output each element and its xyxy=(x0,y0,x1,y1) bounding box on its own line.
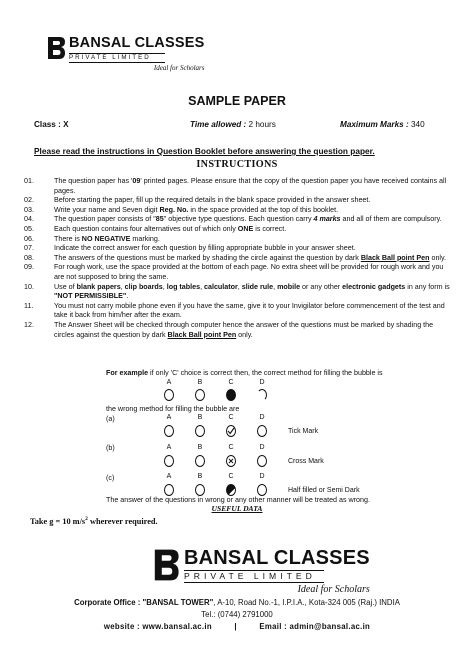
bubble-empty xyxy=(257,425,267,437)
bubble-empty xyxy=(164,455,174,467)
bubble-letter: A xyxy=(166,444,172,451)
bubble-letter: C xyxy=(228,444,234,451)
marks-info: Maximum Marks : 340 xyxy=(340,120,425,129)
footer-brand-tagline: Ideal for Scholars xyxy=(297,583,370,595)
instruction-item: 10. Use of blank papers, clip boards, log tables, calculator, slide rule, mobile or any other electronic gadgets in any form is "NOT PERMISSIBLE". xyxy=(24,282,450,301)
g-value-line: Take g = 10 $m/s^2$ wherever required. xyxy=(30,516,158,526)
bubble-empty xyxy=(164,425,174,437)
bansal-emblem-icon xyxy=(46,36,66,60)
class-info: Class : X xyxy=(34,120,69,129)
footer-brand-name: BANSAL CLASSES xyxy=(184,547,370,569)
instruction-item: 01. The question paper has '09' printed pages. Please ensure that the copy of the question paper you have received contains all pages. xyxy=(24,177,447,195)
example-closing: The answer of the questions in wrong or any other manner will be treated as wrong. xyxy=(106,496,370,504)
bubble-empty xyxy=(164,389,174,401)
bubble-letter: C xyxy=(228,379,234,386)
useful-data-heading: USEFUL DATA xyxy=(211,504,263,513)
bubble-tick xyxy=(226,425,236,437)
time-info: Time allowed : 2 hours xyxy=(190,120,276,129)
instructions-list xyxy=(24,177,454,340)
bubble-letter: C xyxy=(228,414,234,421)
instruction-item: 04. The question paper consists of "85" objective type questions. Each question carry 4 marks and all of them are compulsory. xyxy=(24,215,442,224)
bubble-letter: D xyxy=(259,379,265,386)
instruction-item: 02. Before starting the paper, fill up the required details in the blank space provided in the answer sheet. xyxy=(24,196,371,205)
bubble-letter: D xyxy=(259,473,265,480)
contact-line: website : www.bansal.ac.in | Email : admin@bansal.ac.in xyxy=(103,622,371,631)
bubble-cross xyxy=(226,455,236,467)
brand-name: BANSAL CLASSES xyxy=(69,35,205,51)
instruction-item: 05. Each question contains four alternatives out of which only ONE is correct. xyxy=(24,224,287,233)
bubble-letter: B xyxy=(197,414,203,421)
cross-icon xyxy=(227,456,235,466)
half-filled-label: Half filled or Semi Dark xyxy=(288,487,360,494)
bubble-letter: C xyxy=(228,473,234,480)
instruction-item: 07. Indicate the correct answer for each question by filling appropriate bubble in your answer sheet. xyxy=(24,244,356,253)
tick-icon xyxy=(227,426,235,436)
bubble-empty xyxy=(164,484,174,496)
bubble-partial xyxy=(257,389,267,401)
instruction-item: 12. The Answer Sheet will be checked through computer hence the answer of the questions must be marked by shading the circles against the question by dark Black Ball point Pen only. xyxy=(24,320,434,339)
bubble-filled xyxy=(226,389,236,401)
bansal-emblem-icon xyxy=(152,548,180,582)
email-link[interactable]: admin@bansal.ac.in xyxy=(289,622,371,631)
bubble-letter: A xyxy=(166,414,172,421)
bubble-empty xyxy=(257,455,267,467)
notice-text: Please read the instructions in Question Booklet before answering the question paper. xyxy=(34,146,375,156)
instruction-item: 08. The answers of the questions must be marked by shading the circle against the question by dark Black Ball point Pen only. xyxy=(24,253,447,262)
cross-mark-label: Cross Mark xyxy=(288,458,324,465)
instruction-item: 03. Write your name and Seven digit Reg. No. in the space provided at the top of this booklet. xyxy=(24,205,339,214)
bubble-letter: D xyxy=(259,444,265,451)
bubble-empty xyxy=(195,484,205,496)
instructions-heading: INSTRUCTIONS xyxy=(196,159,278,170)
tick-mark-label: Tick Mark xyxy=(288,428,319,435)
bubble-half-filled xyxy=(226,484,236,496)
header-logo xyxy=(46,36,204,72)
bubble-letter: A xyxy=(166,473,172,480)
footer-brand-subtitle: PRIVATE LIMITED xyxy=(184,570,324,583)
corporate-office: Corporate Office : "BANSAL TOWER", A-10, Road No.-1, I.P.I.A., Kota-324 005 (Raj.) INDIA xyxy=(74,598,400,607)
instruction-item: 11. You must not carry mobile phone even if you have the same, give it to your Invigilator before commencement of the test and take it back from him/her after the exam. xyxy=(24,301,445,320)
case-b-label: (b) xyxy=(106,444,115,452)
bubble-letter: A xyxy=(166,379,172,386)
bubble-letter: D xyxy=(259,414,265,421)
bubble-empty xyxy=(195,425,205,437)
wrong-intro: the wrong method for filling the bubble are xyxy=(106,405,240,413)
case-a-label: (a) xyxy=(106,415,115,423)
bubble-letter: B xyxy=(197,473,203,480)
example-intro: For example if only 'C' choice is correct then, the correct method for filling the bubble is xyxy=(106,369,383,377)
bubble-empty xyxy=(195,389,205,401)
case-c-label: (c) xyxy=(106,474,115,482)
bubble-letter: B xyxy=(197,444,203,451)
instruction-item: 09. For rough work, use the space provided at the bottom of each page. No extra sheet will be provided for rough work and you are not supposed to bring the same. xyxy=(24,263,444,281)
page-title: SAMPLE PAPER xyxy=(188,94,286,108)
footer-logo xyxy=(152,548,370,595)
bubble-empty xyxy=(257,484,267,496)
website-link[interactable]: www.bansal.ac.in xyxy=(142,622,212,631)
bubble-letter: B xyxy=(197,379,203,386)
telephone: Tel.: (0744) 2791000 xyxy=(201,610,273,619)
brand-subtitle: PRIVATE LIMITED xyxy=(69,53,165,63)
bubble-empty xyxy=(195,455,205,467)
instruction-item: 06. There is NO NEGATIVE marking. xyxy=(24,234,160,243)
brand-tagline: Ideal for Scholars xyxy=(153,63,205,72)
